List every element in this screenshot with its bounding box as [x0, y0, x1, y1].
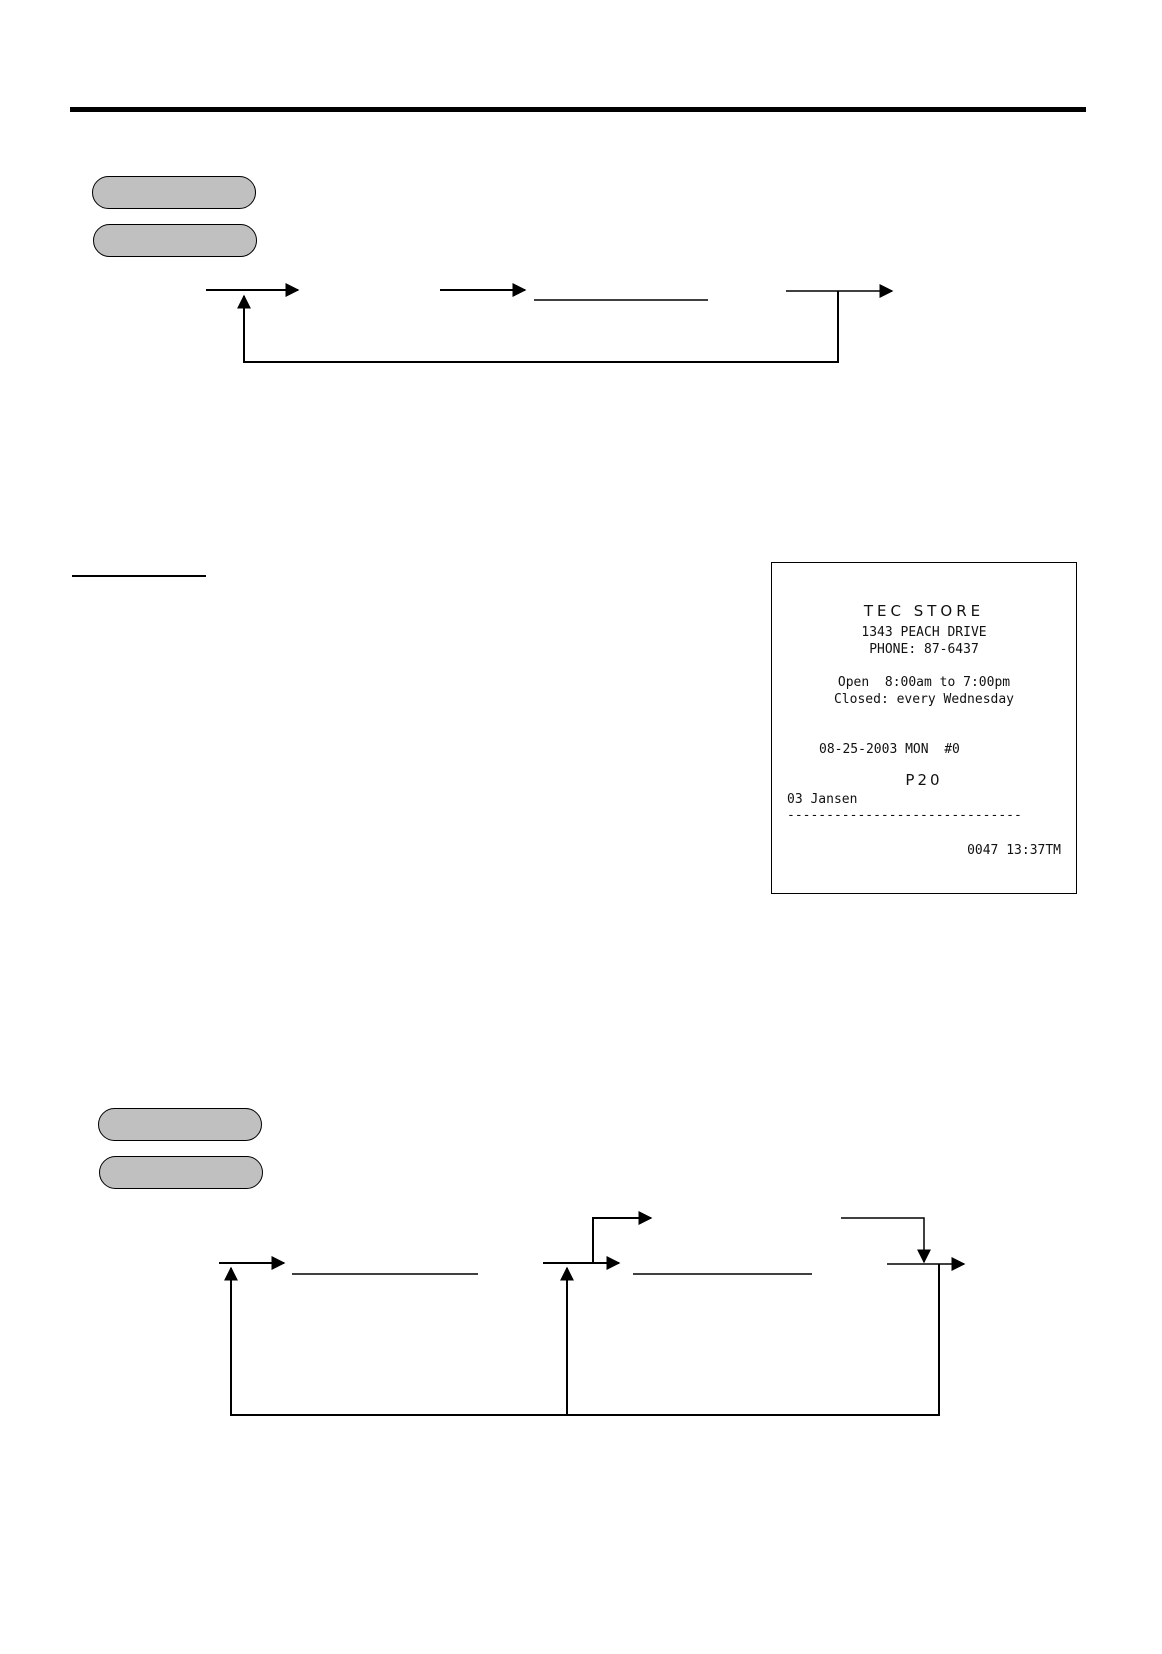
- receipt-separator: ------------------------------: [787, 808, 1022, 823]
- receipt-phone: PHONE: 87-6437: [869, 642, 979, 657]
- receipt-address: 1343 PEACH DRIVE: [861, 625, 987, 640]
- flow-1: [206, 290, 892, 362]
- receipt-sample: [771, 562, 1077, 894]
- receipt-store-name: TEC STORE: [863, 602, 985, 620]
- receipt-closed: Closed: every Wednesday: [833, 692, 1014, 707]
- flow2-branch-down: [841, 1218, 924, 1262]
- flow2-branch-up: [593, 1218, 651, 1263]
- receipt-footer: 0047 13:37TM: [967, 843, 1061, 858]
- section-heading-underline: [72, 575, 206, 577]
- flow1-loop-back: [244, 291, 838, 362]
- receipt-hours: Open 8:00am to 7:00pm: [837, 675, 1011, 690]
- receipt-code: P20: [905, 771, 943, 789]
- mode-key-pill-3: [98, 1108, 262, 1141]
- flow-2: [219, 1218, 964, 1415]
- receipt-clerk: 03 Jansen: [787, 792, 858, 807]
- mode-key-pill-4: [99, 1156, 263, 1189]
- receipt-date-line: 08-25-2003 MON #0: [819, 742, 960, 757]
- flow2-loop-back-outer: [231, 1264, 939, 1415]
